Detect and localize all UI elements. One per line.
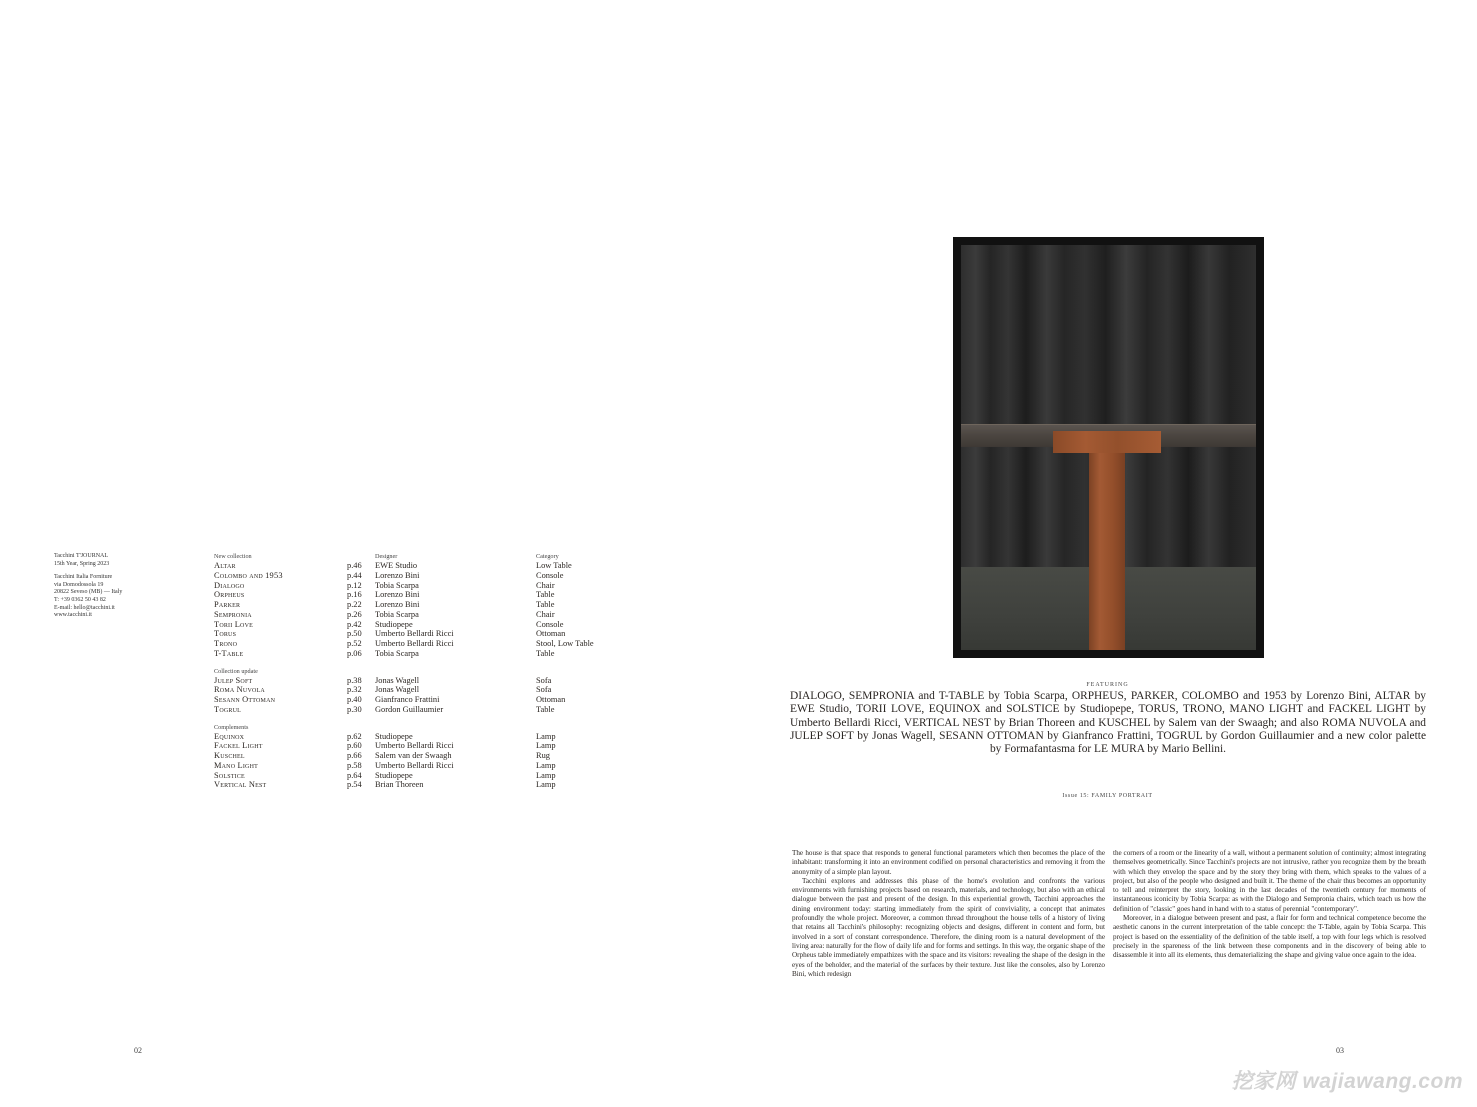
product-name: Solstice (214, 770, 245, 780)
designer-name: Studiopepe (375, 731, 413, 741)
body-column-1 (792, 849, 1105, 979)
category: Lamp (536, 760, 556, 770)
category: Console (536, 619, 564, 629)
colophon-line: via Domodossola 19 (54, 581, 104, 588)
index-row (214, 571, 634, 581)
page-ref: p.42 (347, 619, 362, 629)
paragraph: Moreover, in a dialogue between present and past, a flair for form and technical competence become the aesthetic canons in the current interpretation of the table concept: the T-Table, again by Tobia Scarpa. This project is based on the essentiality of the definition of the table itself, a top with four legs which is resolved precisely in the spareness of the link between these components and in the discovery of being able to disassemble it into all its elements, thus dematerializing the shape and giving value once again to the idea. (1113, 914, 1426, 960)
index-row (214, 761, 634, 771)
category: Table (536, 600, 555, 609)
product-name: Colombo and 1953 (214, 570, 283, 580)
product-name: Sempronia (214, 609, 252, 619)
colophon-line: Tacchini Italia Forniture (54, 574, 113, 581)
designer-name: Tobia Scarpa (375, 609, 419, 619)
category: Rug (536, 751, 550, 760)
page-ref: p.26 (347, 609, 362, 619)
featuring-headline: DIALOGO, SEMPRONIA and T-TABLE by Tobia Scarpa, ORPHEUS, PARKER, COLOMBO and 1953 by Lorenzo Bini, ALTAR by EWE Studio, TORII LOVE, EQUINOX and SOLSTICE by Studiopepe, TORUS, TRONO, MANO LIGHT and FACKEL LIGHT by Umberto Bellardi Ricci, VERTICAL NEST by Brian Thoreen and KUSCHEL by Salem van der Swaagh; and also ROMA NUVOLA and JULEP SOFT by Jonas Wagell, SESANN OTTOMAN by Gianfranco Frattini, TOGRUL by Gordon Guillaumier and a new color palette by Formafantasma for LE MURA by Mario Bellini. (790, 690, 1426, 756)
colophon-email[interactable]: E-mail: hello@tacchini.it (54, 604, 115, 611)
index-row (214, 639, 634, 649)
page-ref: p.46 (347, 561, 362, 570)
product-name: Trono (214, 639, 238, 648)
colophon (54, 553, 184, 626)
category: Stool, Low Table (536, 639, 594, 648)
designer-name: Brian Thoreen (375, 780, 424, 790)
designer-name: Salem van der Swaagh (375, 751, 452, 760)
index-row (214, 685, 634, 695)
index-row (214, 649, 634, 659)
designer-name: EWE Studio (375, 561, 418, 570)
designer-name: Lorenzo Bini (375, 590, 420, 600)
index-row (214, 676, 634, 686)
page-ref: p.52 (347, 639, 362, 648)
index-row (214, 590, 634, 600)
designer-name: Tobia Scarpa (375, 580, 419, 590)
product-name: Togrul (214, 704, 241, 714)
category: Sofa (536, 675, 552, 685)
product-name: Kuschel (214, 751, 245, 760)
category: Lamp (536, 741, 556, 751)
page-ref: p.12 (347, 580, 362, 590)
product-name: Equinox (214, 731, 245, 741)
product-name: Fackel Light (214, 741, 263, 751)
index-row (214, 741, 634, 751)
page-ref: p.30 (347, 704, 362, 714)
page-ref: p.64 (347, 770, 362, 780)
index-row (214, 581, 634, 591)
designer-name: Umberto Bellardi Ricci (375, 629, 454, 639)
product-name: Dialogo (214, 580, 245, 590)
index-row (214, 771, 634, 781)
page-number: 02 (134, 1046, 142, 1055)
product-name: Orpheus (214, 590, 245, 600)
paragraph: Tacchini explores and addresses this phase of the home's evolution and confronts the various environments with furnishing projects based on research, materials, and technology, but also with an ethical dialogue between the past and present of the design. In this experiential growth, Tacchini approaches the dining environment today: starting immediately from the spirit of conviviality, a concept that animates profoundly the whole project. Moreover, a common thread throughout the house tells of a history of living that retains all Tacchini's philosophy: recognizing objects and designs, different in content and form, but involved in a sort of constant correspondence. Therefore, the dining room is a natural development of the living area: naturally for the flow of daily life and for forms and settings. In this way, the organic shape of the Orpheus table immediately empathizes with the space and its visitors: revealing the shape of the design in the eyes of the beholder, and the material of the surfaces by their texture. Just like the consoles, also by Lorenzo Bini, which redesign (792, 876, 1105, 978)
category: Chair (536, 580, 555, 590)
colophon-line: Tacchini T'JOURNAL (54, 553, 109, 559)
category: Console (536, 570, 564, 580)
designer-name: Umberto Bellardi Ricci (375, 760, 454, 770)
product-name: Julep Soft (214, 675, 253, 685)
index-row (214, 561, 634, 571)
section-title: Collection update (214, 667, 258, 675)
page-ref: p.22 (347, 600, 362, 609)
index-row (214, 780, 634, 790)
category: Lamp (536, 780, 556, 790)
index-row (214, 600, 634, 610)
index-row (214, 620, 634, 630)
designer-name: Umberto Bellardi Ricci (375, 741, 454, 751)
designer-name: Studiopepe (375, 770, 413, 780)
page-ref: p.44 (347, 570, 362, 580)
section-title: Complements (214, 723, 249, 731)
category: Table (536, 704, 555, 714)
page-number: 03 (1336, 1046, 1344, 1055)
product-index (214, 553, 634, 790)
category: Sofa (536, 685, 552, 695)
category: Lamp (536, 731, 556, 741)
designer-name: Jonas Wagell (375, 675, 420, 685)
page-ref: p.06 (347, 648, 362, 658)
index-row (214, 629, 634, 639)
page-ref: p.50 (347, 629, 362, 639)
page-ref: p.66 (347, 751, 362, 760)
product-name: Roma Nuvola (214, 685, 265, 695)
designer-name: Lorenzo Bini (375, 570, 420, 580)
t-table-photo (953, 237, 1264, 658)
page-ref: p.40 (347, 695, 362, 704)
section-spacer (214, 715, 634, 724)
designer-name: Gordon Guillaumier (375, 704, 444, 714)
designer-name: Jonas Wagell (375, 685, 420, 695)
designer-name: Lorenzo Bini (375, 600, 420, 609)
product-name: Altar (214, 561, 236, 570)
colophon-address (54, 574, 184, 620)
category: Ottoman (536, 629, 566, 639)
colophon-line: T: +39 0362 50 43 82 (54, 596, 106, 603)
product-name: Parker (214, 600, 241, 609)
designer-name: Gianfranco Frattini (375, 695, 440, 704)
featuring-label: FEATURING (1086, 682, 1129, 688)
product-name: Mano Light (214, 760, 258, 770)
product-name: Sesann Ottoman (214, 695, 276, 704)
page-ref: p.32 (347, 685, 362, 695)
category: Table (536, 590, 555, 600)
page-ref: p.54 (347, 780, 362, 790)
right-page (738, 0, 1477, 1107)
index-row (214, 695, 634, 705)
index-row (214, 732, 634, 742)
category: Low Table (536, 561, 572, 570)
category: Lamp (536, 770, 556, 780)
index-section-header (214, 553, 634, 561)
section-title: New collection (214, 553, 252, 560)
category: Table (536, 648, 555, 658)
index-row (214, 610, 634, 620)
page-ref: p.16 (347, 590, 362, 600)
category: Chair (536, 609, 555, 619)
product-name: Torus (214, 629, 237, 639)
designer-name: Studiopepe (375, 619, 413, 629)
issue-line: Issue 15: FAMILY PORTRAIT (1062, 793, 1153, 799)
watermark-logo: 挖家网 wajiawang.com (1231, 1070, 1463, 1093)
left-page (0, 0, 738, 1107)
page-ref: p.62 (347, 731, 362, 741)
body-column-2 (1113, 849, 1426, 961)
paragraph: the corners of a room or the linearity of a wall, without a permanent solution of continuity; almost integrating themselves geometrically. Since Tacchini's projects are not intrusive, rather you recognize them by the breath with which they envelop the space and by the story they bring with them, which speaks to the values of a project, but also of the people who designed and built it. The theme of the chair thus becomes an opportunity to tell and reinterpret the story, looking in the last decades of the twentieth century for moments of instantaneous iconicity by Tobia Scarpa: as with the Dialogo and Sempronia chairs, which teach us how the definition of "classic" goes hand in hand with to a status of perennial "contemporary". (1113, 849, 1426, 913)
designer-column-header: Designer (375, 553, 398, 560)
page-ref: p.38 (347, 675, 362, 685)
page-ref: p.60 (347, 741, 362, 751)
index-section-header (214, 724, 634, 732)
table-leg (1089, 453, 1125, 650)
colophon-line: 20822 Seveso (MB) — Italy (54, 589, 123, 596)
colophon-website[interactable]: www.tacchini.it (54, 612, 92, 619)
colophon-journal (54, 553, 184, 568)
index-row (214, 751, 634, 761)
category-column-header: Category (536, 553, 559, 560)
paragraph: The house is that space that responds to general functional parameters which then becomes the place of the inhabitant: transforming it into an environment codified on personal characteristics and removing it from the anonymity of a simple plan layout. (792, 849, 1105, 876)
page-ref: p.58 (347, 760, 362, 770)
category: Ottoman (536, 695, 566, 704)
index-row (214, 705, 634, 715)
product-name: Vertical Nest (214, 780, 267, 790)
designer-name: Tobia Scarpa (375, 648, 419, 658)
section-spacer (214, 659, 634, 668)
colophon-line: 15th Year, Spring 2023 (54, 560, 110, 567)
product-name: T-Table (214, 648, 244, 658)
product-name: Torii Love (214, 619, 253, 629)
designer-name: Umberto Bellardi Ricci (375, 639, 454, 648)
table-wood-joint (1053, 431, 1161, 453)
index-section-header (214, 668, 634, 676)
